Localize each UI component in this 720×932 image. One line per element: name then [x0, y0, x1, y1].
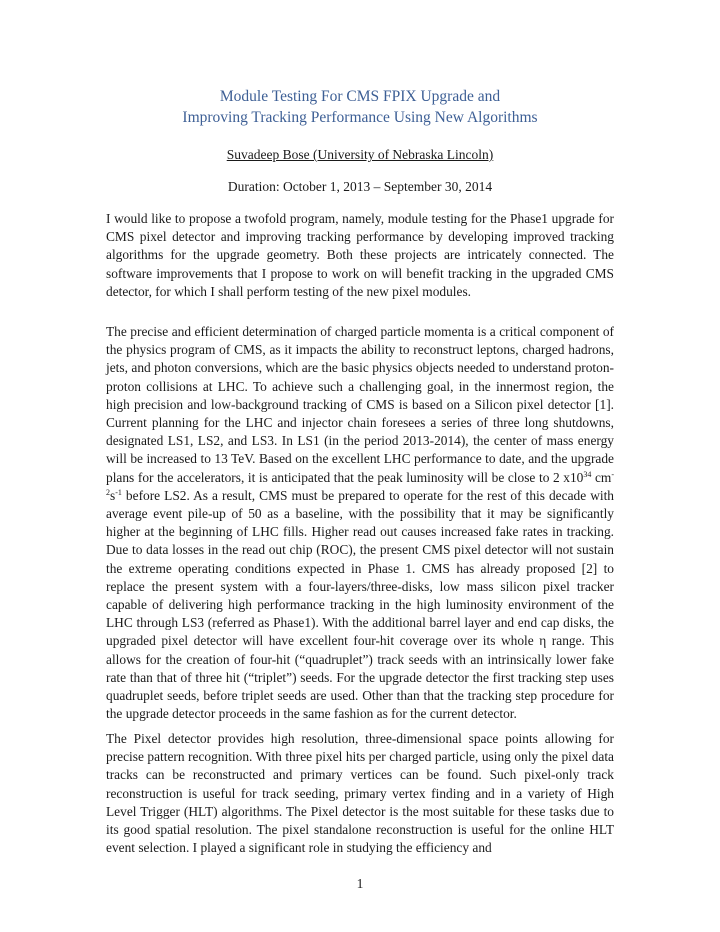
author-name: Suvadeep Bose (University of Nebraska Lincoln) — [226, 147, 494, 162]
paragraph-2 — [106, 323, 614, 723]
title-line-1: Module Testing For CMS FPIX Upgrade and — [219, 88, 501, 105]
paragraph-3: The Pixel detector provides high resolution, three-dimensional space points allowing for precise pattern recognition. With three pixel hits per charged particle, using only the pixel data tracks can be reconstructed and primary vertices can be found. Such pixel-only track reconstruction is useful for track seeding, primary vertex finding and in a variety of High Level Trigger (HLT) algorithms. The Pixel detector is the most suitable for these tasks due to its good spatial resolution. The pixel standalone reconstruction is useful for the online HLT event selection. I played a significant role in studying the efficiency and — [106, 731, 614, 856]
luminosity-exponent: 34 — [583, 469, 592, 479]
cm-exponent: -2 — [106, 469, 614, 497]
page-number: 1 — [356, 876, 364, 891]
duration-line: Duration: October 1, 2013 – September 30, 2014 — [227, 179, 493, 194]
document-title — [0, 86, 720, 128]
paragraph-2-text-b: cm — [591, 469, 612, 485]
author-line — [0, 146, 720, 164]
title-line-2: Improving Tracking Performance Using New Algorithms — [182, 109, 538, 126]
s-exponent: -1 — [115, 487, 122, 497]
paragraph-2-text-c: s — [110, 487, 116, 503]
paragraph-2-text-a: The precise and efficient determination of charged particle momenta is a critical component of the physics program of CMS, as it impacts the ability to reconstruct leptons, charged hadrons, jets, and photon conversions, which are the basic physics objects needed to understand proton-proton collisions at LHC. To achieve such a challenging goal, in the innermost region, the high precision and low-background tracking of CMS is based on a Silicon pixel detector [1]. Current planning for the LHC and injector chain foresees a series of three long shutdowns, designated LS1, LS2, and LS3. In LS1 (in the period 2013-2014), the center of mass energy will be increased to 13 TeV. Based on the excellent LHC performance to date, and the upgrade plans for the accelerators, it is anticipated that the peak luminosity will be close to 2 x10 — [106, 324, 614, 485]
paragraph-1: I would like to propose a twofold program, namely, module testing for the Phase1 upgrade for CMS pixel detector and improving tracking performance by developing improved tracking algorithms for the upgrade geometry. Both these projects are intricately connected. The software improvements that I propose to work on will benefit tracking in the upgraded CMS detector, for which I shall perform testing of the new pixel modules. — [106, 211, 614, 299]
paragraph-2-text-d: before LS2. As a result, CMS must be prepared to operate for the rest of this decade with average event pile-up of 50 as a baseline, with the possibility that it may be significantly higher at the beginning of LHC fills. Higher read out causes increased fake rates in tracking. Due to data losses in the read out chip (ROC), the present CMS pixel detector will not sustain the extreme operating conditions expected in Phase 1. CMS has already proposed [2] to replace the present system with a four-layers/three-disks, low mass silicon pixel tracker capable of delivering high performance tracking in the high luminosity environment of the LHC through LS3 (referred as Phase1). With the additional barrel layer and end cap disks, the upgraded pixel detector will have excellent four-hit coverage over its whole η range. This allows for the creation of four-hit (“quadruplet”) track seeds with an intrinsically lower fake rate than that of three hit (“triplet”) seeds. For the upgrade detector the first tracking step uses quadruplet seeds, before triplet seeds are used. Other than that the tracking step procedure for the upgrade detector proceeds in the same fashion as for the current detector. — [106, 487, 614, 722]
